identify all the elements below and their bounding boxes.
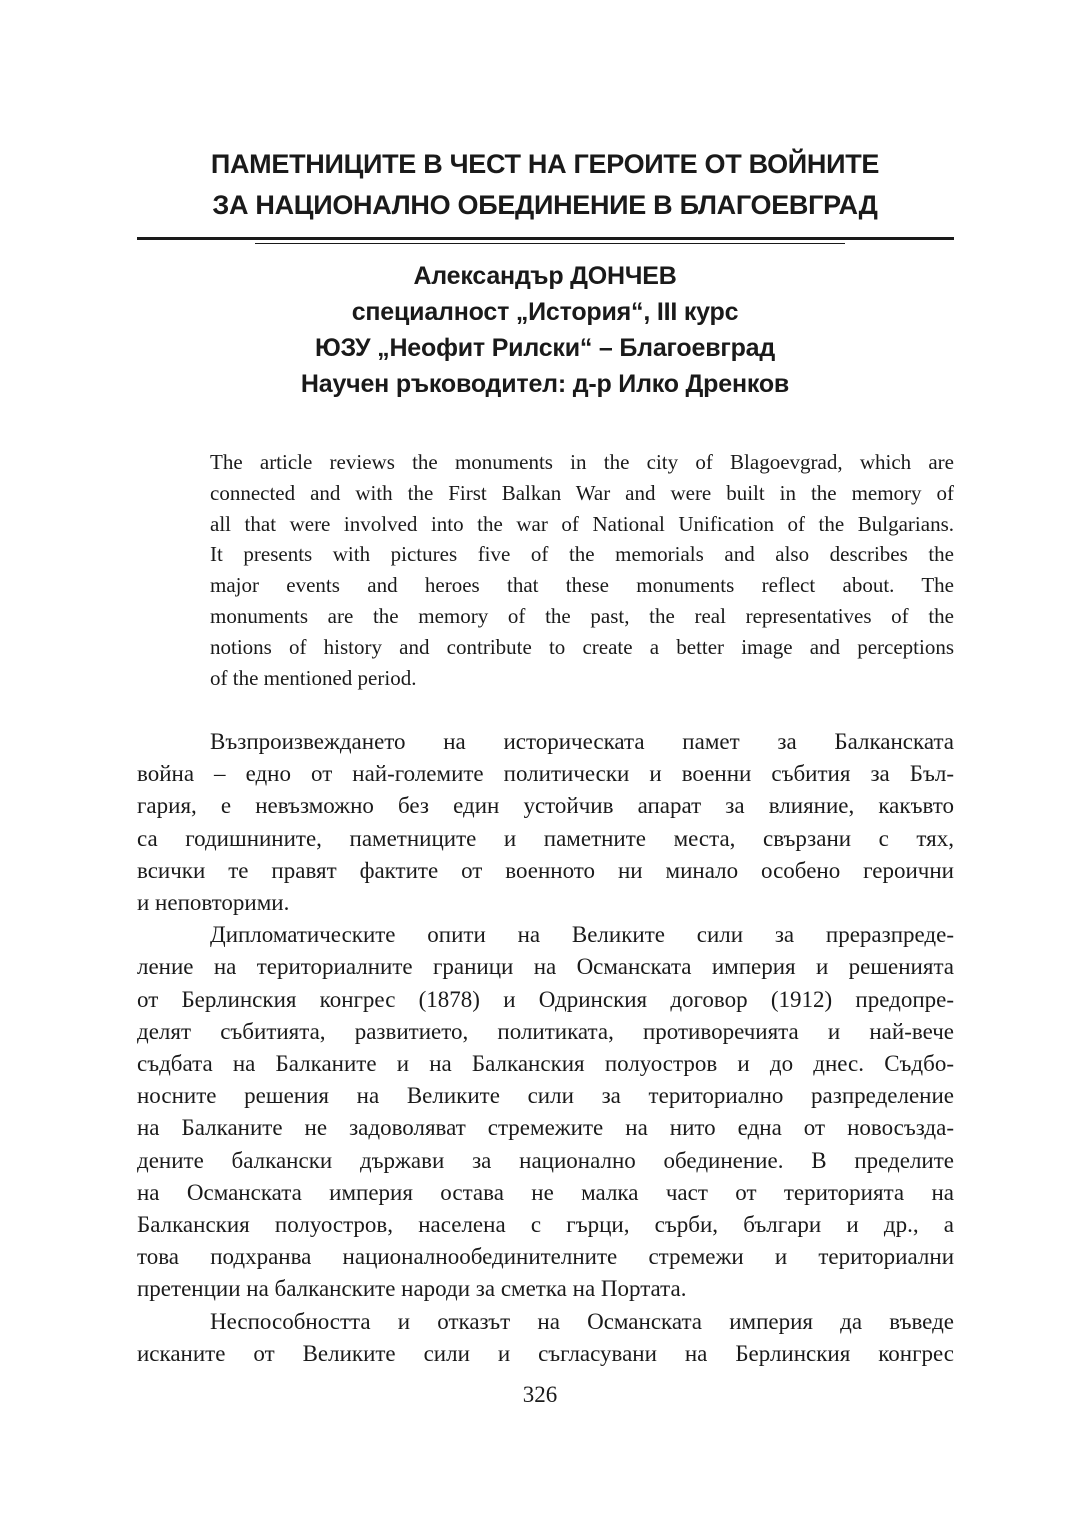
- abstract: [210, 447, 954, 693]
- abstract-line: The article reviews the monuments in the city of Blagoevgrad, which are: [210, 450, 954, 474]
- page-number: 326: [522, 1382, 558, 1407]
- author-university: ЮЗУ „Неофит Рилски“ – Благоевград: [314, 334, 776, 362]
- body-line: и неповторими.: [137, 890, 290, 916]
- author-block: [120, 258, 970, 402]
- abstract-line: all that were involved into the war of National Unification of the Bulgarians.: [210, 511, 954, 536]
- body-line: делят събитията, развитието, политиката, противоречията и най-вече: [137, 1018, 954, 1044]
- body-line: носните решения на Великите сили за териториално разпределение: [137, 1083, 954, 1109]
- body-line: ление на териториалните граници на Османската империя и решенията: [137, 954, 954, 980]
- body-line: от Берлинския конгрес (1878) и Одринския договор (1912) предопре-: [137, 986, 954, 1012]
- body-line: всички те правят фактите от военното ни минало особено героични: [137, 857, 954, 883]
- paragraph-2: [137, 919, 954, 1305]
- body-line: исканите от Великите сили и съгласувани на Берлинския конгрес: [137, 1340, 954, 1366]
- paragraph-1: [137, 726, 954, 919]
- title-line-1: ПАМЕТНИЦИТЕ В ЧЕСТ НА ГЕРОИТЕ ОТ ВОЙНИТЕ: [210, 149, 880, 179]
- abstract-line: notions of history and contribute to create a better image and perceptions: [210, 634, 954, 659]
- abstract-line: It presents with pictures five of the memorials and also describes the: [210, 542, 954, 567]
- body-line: гария, е невъзможно без един устойчив апарат за влияние, какъвто: [137, 793, 954, 819]
- abstract-line: monuments are the memory of the past, the real representatives of the: [210, 603, 954, 628]
- abstract-line: of the mentioned period.: [210, 665, 417, 690]
- abstract-line: connected and with the First Balkan War and were built in the memory of: [210, 480, 954, 505]
- paragraph-3: [137, 1306, 954, 1370]
- body-line: Възпроизвеждането на историческата памет за Балканската: [210, 729, 954, 754]
- abstract-line: major events and heroes that these monuments reflect about. The: [210, 573, 954, 598]
- article-title: [120, 144, 970, 226]
- body-line: претенции на балканските народи за сметка на Портата.: [137, 1276, 687, 1302]
- body-line: война – едно от най-големите политически и военни събития за Бъл-: [137, 761, 954, 787]
- title-line-2: ЗА НАЦИОНАЛНО ОБЕДИНЕНИЕ В БЛАГОЕВГРАД: [212, 190, 878, 220]
- body-line: Неспособността и отказът на Османската империя да въведе: [210, 1308, 954, 1334]
- body-text: [137, 726, 954, 1370]
- body-line: са годишнините, паметниците и паметните места, свързани с тях,: [137, 825, 954, 851]
- body-line: на Османската империя остава не малка част от територията на: [137, 1179, 954, 1205]
- author-name: Александър ДОНЧЕВ: [413, 262, 677, 290]
- body-line: на Балканите не задоволяват стремежите на нито една от новосъзда-: [137, 1115, 954, 1141]
- body-line: това подхранва националнообединителните стремежи и териториални: [137, 1244, 954, 1270]
- body-line: дените балкански държави за национално обединение. В пределите: [137, 1147, 954, 1173]
- body-line: Дипломатическите опити на Великите сили за преразпреде-: [210, 922, 954, 948]
- title-rule-thin: [255, 243, 845, 244]
- title-rule-thick: [137, 237, 954, 240]
- supervisor: Научен ръководител: д-р Илко Дренков: [300, 370, 790, 398]
- author-program: специалност „История“, III курс: [351, 298, 739, 326]
- body-line: Балканския полуостров, населена с гърци, сърби, българи и др., а: [137, 1212, 954, 1238]
- body-line: съдбата на Балканите и на Балканския полуостров и до днес. Съдбо-: [137, 1051, 954, 1077]
